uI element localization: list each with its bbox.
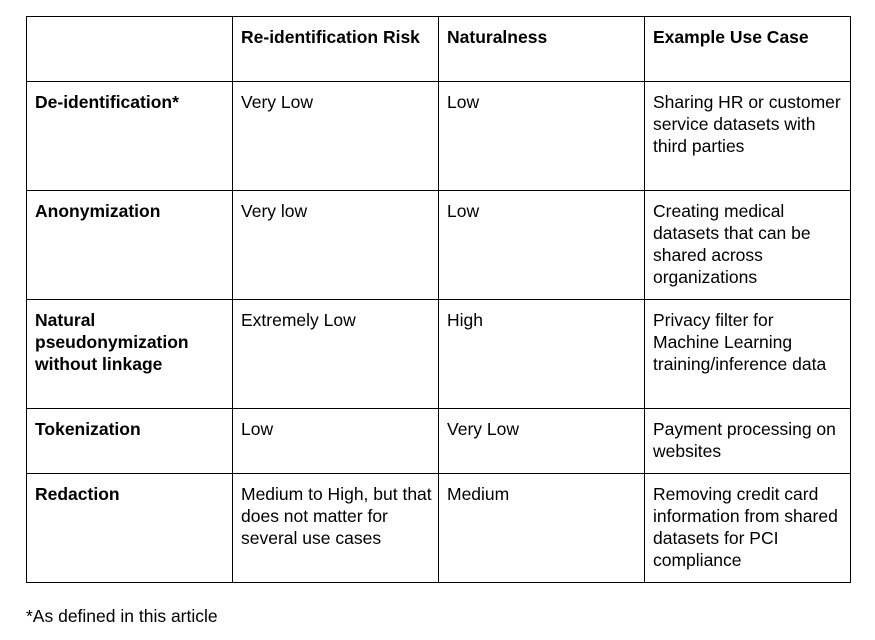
use-case-cell: Sharing HR or customer service datasets with third parties — [645, 82, 851, 191]
row-label: Natural pseudonymization without linkage — [27, 300, 233, 409]
naturalness-cell: High — [439, 300, 645, 409]
table-row — [27, 191, 851, 300]
table-row — [27, 300, 851, 409]
risk-cell: Medium to High, but that does not matter for several use cases — [233, 474, 439, 583]
table-row — [27, 474, 851, 583]
table-row — [27, 409, 851, 474]
comparison-table — [26, 16, 851, 583]
footnote: *As defined in this article — [26, 606, 218, 626]
risk-cell: Very Low — [233, 82, 439, 191]
use-case-cell: Privacy filter for Machine Learning training/inference data — [645, 300, 851, 409]
use-case-cell: Creating medical datasets that can be shared across organizations — [645, 191, 851, 300]
use-case-cell: Removing credit card information from shared datasets for PCI compliance — [645, 474, 851, 583]
naturalness-cell: Low — [439, 82, 645, 191]
row-label: Redaction — [27, 474, 233, 583]
risk-cell: Extremely Low — [233, 300, 439, 409]
header-cell-risk: Re-identification Risk — [233, 17, 439, 82]
naturalness-cell: Medium — [439, 474, 645, 583]
use-case-cell: Payment processing on websites — [645, 409, 851, 474]
header-row — [27, 17, 851, 82]
header-cell-empty — [27, 17, 233, 82]
header-cell-naturalness: Naturalness — [439, 17, 645, 82]
risk-cell: Low — [233, 409, 439, 474]
naturalness-cell: Very Low — [439, 409, 645, 474]
table-row — [27, 82, 851, 191]
header-cell-use-case: Example Use Case — [645, 17, 851, 82]
row-label: Anonymization — [27, 191, 233, 300]
row-label: Tokenization — [27, 409, 233, 474]
naturalness-cell: Low — [439, 191, 645, 300]
row-label: De-identification* — [27, 82, 233, 191]
risk-cell: Very low — [233, 191, 439, 300]
